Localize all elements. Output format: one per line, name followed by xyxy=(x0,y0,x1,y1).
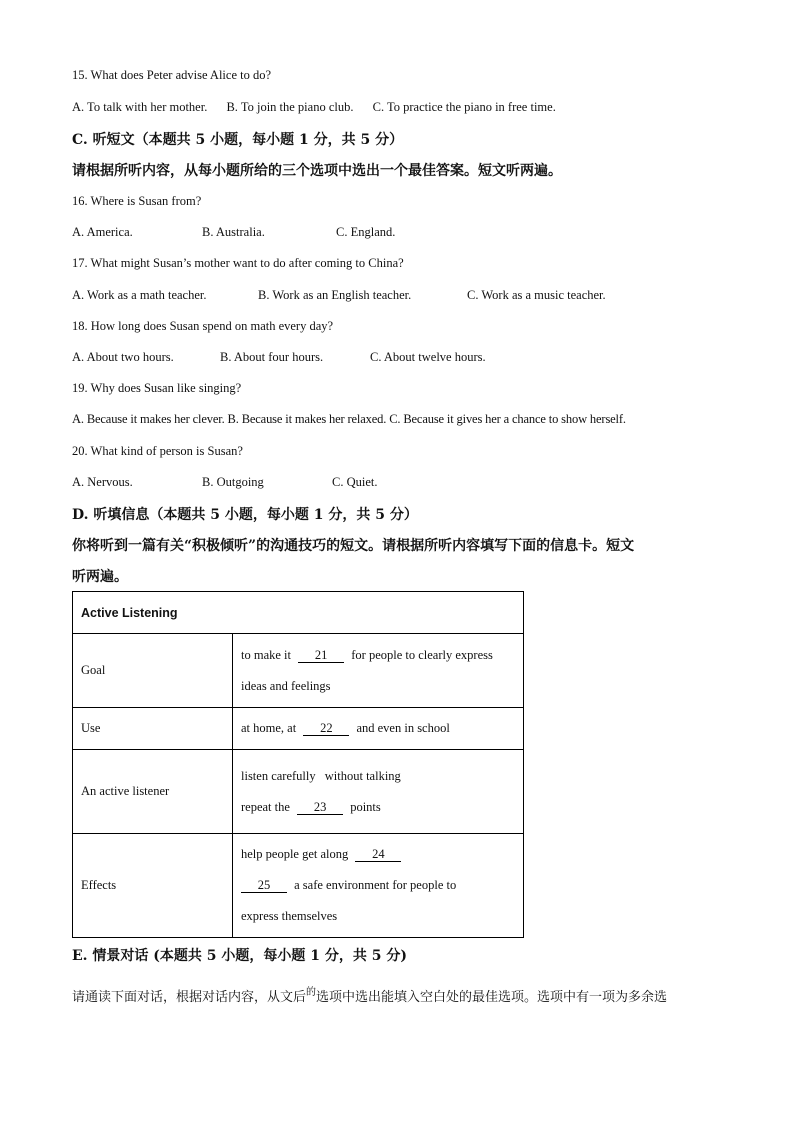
option-b: B. Australia. xyxy=(202,225,265,239)
question-16: 16. Where is Susan from? xyxy=(72,194,202,208)
section-e-small-char: 的 xyxy=(306,987,317,998)
question-20: 20. What kind of person is Susan? xyxy=(72,444,243,458)
goal-label: Goal xyxy=(73,634,233,708)
effects-label: Effects xyxy=(73,834,233,938)
effects-text-cont: a safe environment for people to xyxy=(294,878,457,892)
blank-25[interactable]: 25 xyxy=(241,878,287,893)
listener-text-end: points xyxy=(350,799,381,814)
section-e-instruction-text: 请通读下面对话，根据对话内容，从文后 xyxy=(72,990,307,1005)
option-a: A. To talk with her mother. xyxy=(72,100,208,114)
question-15-options xyxy=(72,100,556,115)
effects-cell xyxy=(233,834,524,938)
question-19-options: A. Because it makes her clever. B. Because it makes her relaxed. C. Because it gives her a chance to show herself. xyxy=(72,412,626,426)
listener-text: listen carefully xyxy=(241,768,316,783)
question-19: 19. Why does Susan like singing? xyxy=(72,381,242,395)
goal-text: to make it xyxy=(241,647,291,662)
goal-cell xyxy=(233,634,524,708)
listener-text-cont: without talking xyxy=(324,768,401,783)
listener-label: An active listener xyxy=(73,750,233,834)
question-20-options xyxy=(72,475,377,490)
use-text-cont: and even in school xyxy=(356,721,450,735)
use-label: Use xyxy=(73,708,233,750)
option-b: B. To join the piano club. xyxy=(226,100,354,114)
question-16-options xyxy=(72,225,395,240)
question-18-options xyxy=(72,350,486,365)
info-card-table xyxy=(72,591,524,938)
question-17-options xyxy=(72,288,606,303)
option-c: C. England. xyxy=(336,225,396,239)
option-a: A. About two hours. xyxy=(72,350,174,364)
goal-text-cont: for people to clearly express xyxy=(351,647,493,662)
listener-text-repeat: repeat the xyxy=(241,799,290,814)
option-b: B. Outgoing xyxy=(202,475,264,489)
section-e-instruction-text-cont: 选项中选出能填入空白处的最佳选项。选项中有一项为多余选 xyxy=(316,990,668,1005)
section-c-instruction: 请根据所听内容，从每小题所给的三个选项中选出一个最佳答案。短文听两遍。 xyxy=(72,163,562,179)
goal-text-end: ideas and feelings xyxy=(241,678,331,693)
section-e-heading: E. 情景对话 (本题共 5 小题，每小题 1 分，共 5 分) xyxy=(72,948,408,964)
effects-text: help people get along xyxy=(241,847,349,861)
listener-cell xyxy=(233,750,524,834)
option-c: C. About twelve hours. xyxy=(370,350,486,364)
effects-text-end: express themselves xyxy=(241,909,338,923)
option-c: C. Work as a music teacher. xyxy=(467,288,606,302)
blank-22[interactable]: 22 xyxy=(303,721,349,736)
question-15: 15. What does Peter advise Alice to do? xyxy=(72,68,272,82)
use-text: at home, at xyxy=(241,721,297,735)
section-c-heading: C. 听短文（本题共 5 小题，每小题 1 分，共 5 分） xyxy=(72,132,404,148)
blank-23[interactable]: 23 xyxy=(297,800,343,815)
option-b: B. Work as an English teacher. xyxy=(258,288,412,302)
option-a: A. America. xyxy=(72,225,133,239)
section-e-instruction xyxy=(72,986,667,1005)
question-17: 17. What might Susan’s mother want to do after coming to China? xyxy=(72,256,404,270)
section-d-heading: D. 听填信息（本题共 5 小题，每小题 1 分，共 5 分） xyxy=(72,507,418,523)
use-cell xyxy=(233,708,524,750)
option-c: C. To practice the piano in free time. xyxy=(372,100,556,114)
section-d-instruction-cont: 听两遍。 xyxy=(72,569,128,585)
blank-21[interactable]: 21 xyxy=(298,648,344,663)
question-18: 18. How long does Susan spend on math every day? xyxy=(72,319,334,333)
section-d-instruction: 你将听到一篇有关“积极倾听”的沟通技巧的短文。请根据所听内容填写下面的信息卡。短文 xyxy=(72,538,635,554)
card-title: Active Listening xyxy=(73,592,524,634)
option-b: B. About four hours. xyxy=(220,350,324,364)
option-a: A. Work as a math teacher. xyxy=(72,288,207,302)
blank-24[interactable]: 24 xyxy=(355,847,401,862)
option-a: A. Nervous. xyxy=(72,475,133,489)
option-c: C. Quiet. xyxy=(332,475,378,489)
